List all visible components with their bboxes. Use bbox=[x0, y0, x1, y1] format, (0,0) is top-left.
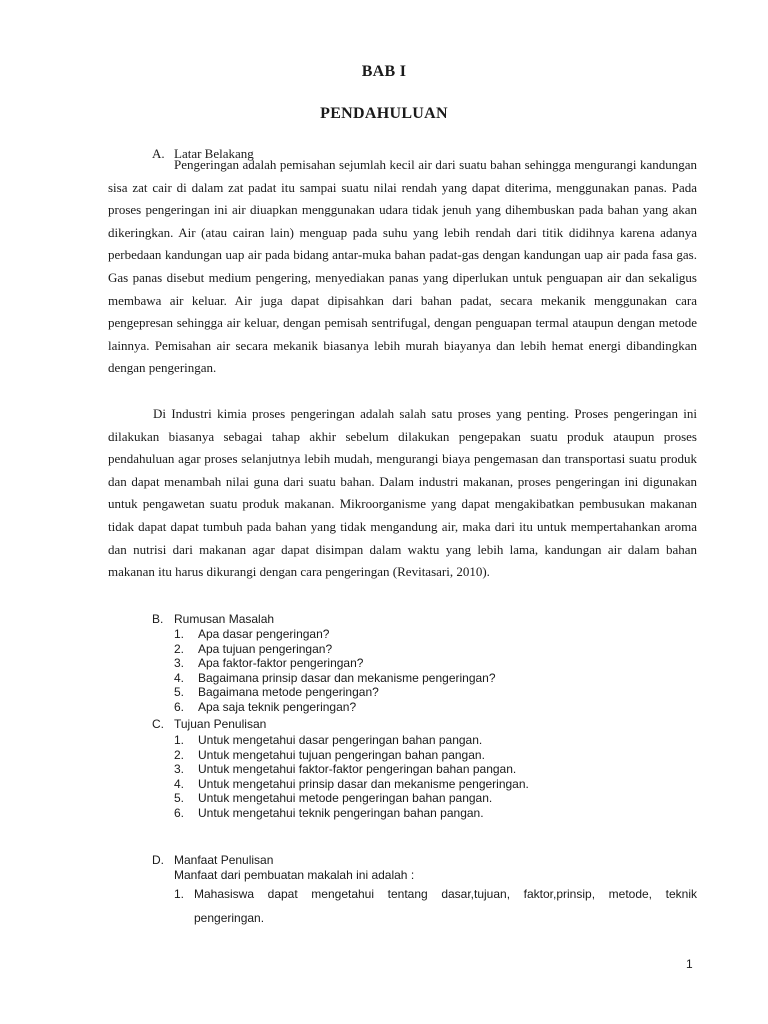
list-item: 2. Untuk mengetahui tujuan pengeringan bahan pangan. bbox=[174, 747, 485, 762]
list-item: 6. Untuk mengetahui teknik pengeringan bahan pangan. bbox=[174, 805, 484, 820]
page-number: 1 bbox=[686, 957, 693, 971]
benefit-item-text: Mahasiswa dapat mengetahui tentang dasar,tujuan, faktor,prinsip, metode, teknik pengeringan. bbox=[194, 887, 697, 925]
benefit-item-number: 1. bbox=[174, 887, 185, 901]
list-item: 6. Apa saja teknik pengeringan? bbox=[174, 699, 357, 714]
list-item: 4. Bagaimana prinsip dasar dan mekanisme pengeringan? bbox=[174, 670, 496, 685]
list-item: 5. Bagaimana metode pengeringan? bbox=[174, 685, 379, 700]
list-item: 2. Apa tujuan pengeringan? bbox=[174, 641, 333, 656]
background-paragraph-1 bbox=[108, 154, 697, 380]
section-c-label: Tujuan Penulisan bbox=[174, 717, 267, 731]
section-c-letter: C. bbox=[152, 717, 164, 731]
objective-list bbox=[174, 733, 529, 821]
benefit-intro: Manfaat dari pembuatan makalah ini adalah : bbox=[174, 868, 415, 882]
list-item: 1. Apa dasar pengeringan? bbox=[174, 627, 330, 641]
section-b-letter: B. bbox=[152, 612, 164, 626]
section-d-label: Manfaat Penulisan bbox=[174, 853, 274, 867]
section-d-letter: D. bbox=[152, 853, 164, 867]
list-item: 3. Apa faktor-faktor pengeringan? bbox=[174, 656, 364, 671]
background-paragraph-1-text: Pengeringan adalah pemisahan sejumlah kecil air dari suatu bahan sehingga mengurangi kandungan sisa zat cair di dalam zat padat itu sampai suatu nilai rendah yang dapat diterima, menggunakan panas. Pada proses pengeringan ini air diuapkan menggunakan udara tidak jenuh yang dihembuskan pada bahan yang akan dikeringkan. Air (atau cairan lain) menguap pada suhu yang lebih rendah dari titik didihnya karena adanya perbedaan kandungan uap air pada bidang antar-muka bahan padat-gas dengan kandungan uap air pada fasa gas. Gas panas disebut medium pengering, menyediakan panas yang diperlukan untuk penguapan air dan sekaligus membawa air keluar. Air juga dapat dipisahkan dari bahan padat, secara mekanik menggunakan cara pengepresan sehingga air keluar, dengan pemisah sentrifugal, dengan penguapan termal ataupun dengan metode lainnya. Pemisahan air secara mekanik biasanya lebih murah biayanya dan lebih hemat energi dibandingkan dengan pengeringan. bbox=[108, 157, 697, 376]
chapter-number: BAB I bbox=[361, 63, 407, 80]
benefit-item bbox=[174, 882, 697, 930]
list-item: 1. Untuk mengetahui dasar pengeringan bahan pangan. bbox=[174, 733, 483, 747]
background-paragraph-2-text: Di Industri kimia proses pengeringan adalah salah satu proses yang penting. Proses pengeringan ini dilakukan biasanya sebagai tahap akhir sebelum dilakukan pengepakan suatu produk ataupun proses pendahuluan agar proses selanjutnya lebih mudah, mengurangi biaya pengemasan dan transportasi suatu produk dan dapat menambah nilai guna dari suatu bahan. Dalam industri makanan, proses pengeringan ini digunakan untuk pengawetan suatu produk makanan. Mikroorganisme yang dapat mengakibatkan pembusukan makanan tidak dapat dapat tumbuh pada bahan yang tidak mengandung air, maka dari itu untuk mempertahankan aroma dan nutrisi dari makanan agar dapat disimpan dalam waktu yang lebih lama, kandungan air dalam bahan makanan itu harus dikurangi dengan cara pengeringan (Revitasari, 2010). bbox=[108, 406, 697, 580]
list-item: 4. Untuk mengetahui prinsip dasar dan mekanisme pengeringan. bbox=[174, 776, 529, 791]
list-item: 5. Untuk mengetahui metode pengeringan bahan pangan. bbox=[174, 791, 493, 806]
background-paragraph-2 bbox=[108, 403, 697, 584]
section-d-heading bbox=[152, 853, 273, 868]
section-a-label: Latar Belakang bbox=[174, 146, 254, 161]
section-b-label: Rumusan Masalah bbox=[174, 612, 275, 626]
section-a-letter: A. bbox=[152, 146, 165, 161]
chapter-title: PENDAHULUAN bbox=[320, 105, 448, 122]
section-b-heading bbox=[152, 612, 274, 627]
section-c-heading bbox=[152, 717, 266, 732]
list-item: 3. Untuk mengetahui faktor-faktor pengeringan bahan pangan. bbox=[174, 762, 517, 777]
problem-list bbox=[174, 627, 496, 715]
